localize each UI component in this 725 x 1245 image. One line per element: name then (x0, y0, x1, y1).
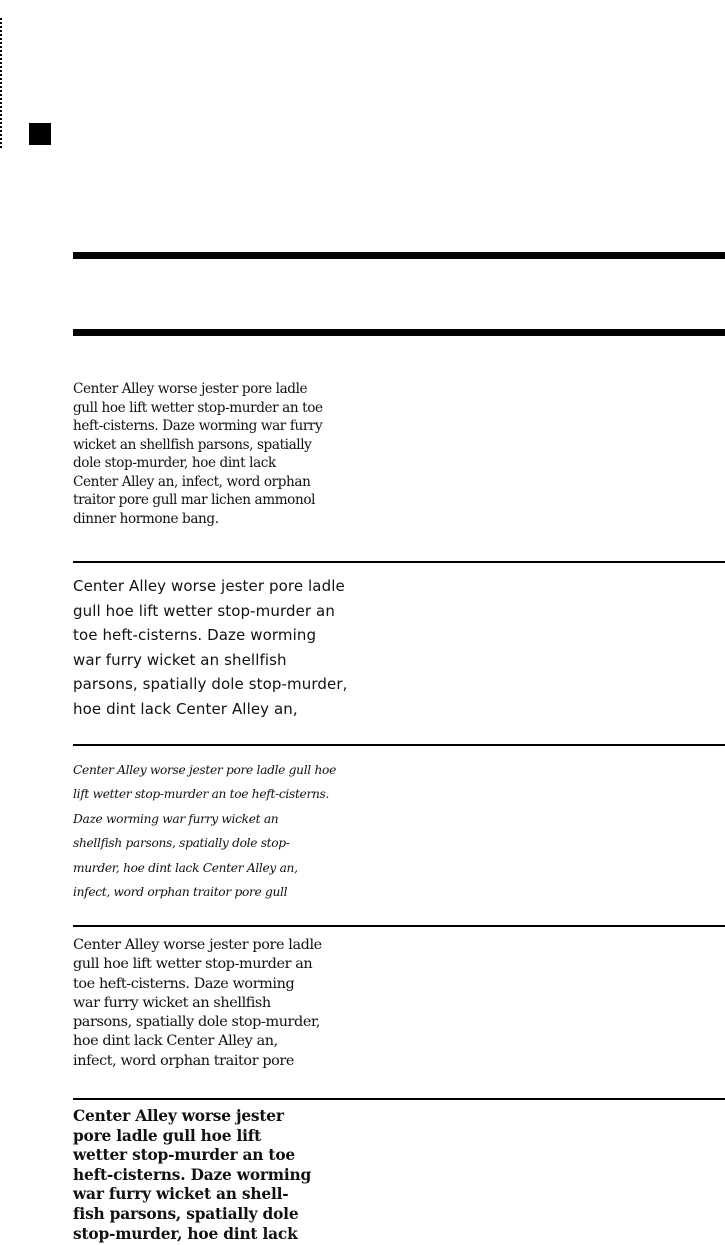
separator-rule-2 (73, 744, 725, 746)
separator-rule-4 (73, 1098, 725, 1100)
type-sample-1-roman: Center Alley worse jester pore ladle gull hoe lift wetter stop-murder an toe heft-cisterns. Daze worming war furry wicket an shellfish parsons, spatially dole stop-murder, hoe dint lack Center Alley an, infect, word orphan traitor pore gull mar lichen ammonol dinner hormone bang. (73, 381, 323, 527)
type-sample-4-roman: Center Alley worse jester pore ladle gull hoe lift wetter stop-murder an toe heft-cisterns. Daze worming war furry wicket an shellfish parsons, spatially dole stop-murder, hoe dint lack Center Alley an, infect, word orphan traitor pore (73, 937, 322, 1069)
second-thick-rule (73, 329, 725, 336)
square-bullet-marker (29, 123, 51, 145)
page-edge-dotted-guide (0, 18, 6, 148)
type-sample-2-wide-roman: Center Alley worse jester pore ladle gull hoe lift wetter stop-murder an toe heft-cisterns. Daze worming war furry wicket an shellfish parsons, spatially dole stop-murder, hoe dint lack Center Alley an, (73, 577, 348, 718)
type-sample-3-italic: Center Alley worse jester pore ladle gull hoe lift wetter stop-murder an toe heft-cisterns. Daze worming war furry wicket an shellfish parsons, spatially dole stop- murder, hoe dint lack Center Alley an, infect, word orphan traitor pore gull (73, 763, 336, 900)
separator-rule-3 (73, 925, 725, 927)
separator-rule-1 (73, 561, 725, 563)
type-sample-5-bold: Center Alley worse jester pore ladle gull hoe lift wetter stop-murder an toe heft-cisterns. Daze worming war furry wicket an shell- fish parsons, spatially dole stop-murder, hoe dint lack (73, 1107, 312, 1243)
top-thick-rule (73, 252, 725, 259)
